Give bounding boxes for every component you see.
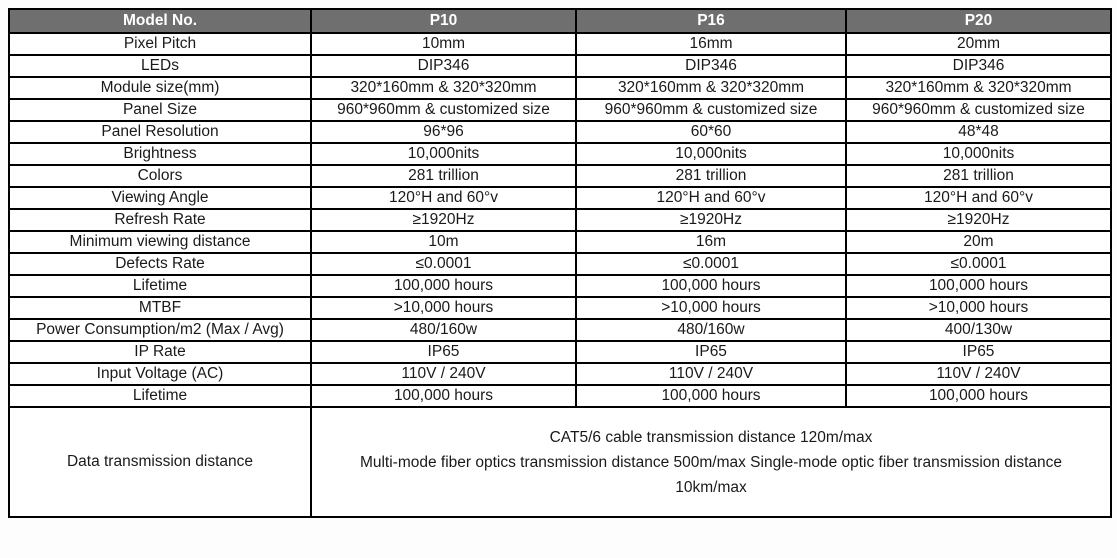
value-cell: 10,000nits	[311, 143, 576, 165]
row-label-cell: Brightness	[9, 143, 311, 165]
value-cell: 110V / 240V	[846, 363, 1111, 385]
value-cell: 281 trillion	[846, 165, 1111, 187]
spec-table-body	[9, 33, 1111, 407]
value-cell: ≥1920Hz	[311, 209, 576, 231]
value-cell: 320*160mm & 320*320mm	[311, 77, 576, 99]
value-cell: ≤0.0001	[576, 253, 846, 275]
value-cell: 60*60	[576, 121, 846, 143]
table-row-data-transmission	[9, 407, 1111, 517]
value-cell: 20mm	[846, 33, 1111, 55]
value-cell: IP65	[311, 341, 576, 363]
value-cell: 100,000 hours	[576, 275, 846, 297]
value-cell: 96*96	[311, 121, 576, 143]
value-cell: 120°H and 60°v	[576, 187, 846, 209]
table-row	[9, 319, 1111, 341]
value-cell: 16mm	[576, 33, 846, 55]
header-cell-p16: P16	[576, 9, 846, 33]
row-label-cell: Panel Size	[9, 99, 311, 121]
value-cell: IP65	[576, 341, 846, 363]
value-cell: 281 trillion	[576, 165, 846, 187]
value-cell: DIP346	[576, 55, 846, 77]
value-cell: 320*160mm & 320*320mm	[576, 77, 846, 99]
value-cell: DIP346	[846, 55, 1111, 77]
value-cell: 120°H and 60°v	[311, 187, 576, 209]
table-row	[9, 77, 1111, 99]
value-cell: 480/160w	[576, 319, 846, 341]
value-cell: 10mm	[311, 33, 576, 55]
value-cell: 400/130w	[846, 319, 1111, 341]
value-cell: 960*960mm & customized size	[846, 99, 1111, 121]
value-cell: 120°H and 60°v	[846, 187, 1111, 209]
value-cell: 100,000 hours	[846, 385, 1111, 407]
value-cell: DIP346	[311, 55, 576, 77]
table-row	[9, 121, 1111, 143]
value-cell: 20m	[846, 231, 1111, 253]
table-row	[9, 341, 1111, 363]
row-label-cell: Defects Rate	[9, 253, 311, 275]
value-cell: 281 trillion	[311, 165, 576, 187]
table-row	[9, 143, 1111, 165]
value-cell: 960*960mm & customized size	[576, 99, 846, 121]
spec-table-header	[9, 9, 1111, 33]
table-row	[9, 99, 1111, 121]
table-row	[9, 363, 1111, 385]
value-cell: >10,000 hours	[576, 297, 846, 319]
value-cell: IP65	[846, 341, 1111, 363]
table-row	[9, 187, 1111, 209]
spec-table	[8, 8, 1112, 518]
value-cell: 10,000nits	[846, 143, 1111, 165]
value-cell: 110V / 240V	[311, 363, 576, 385]
row-label-cell: Module size(mm)	[9, 77, 311, 99]
header-row	[9, 9, 1111, 33]
row-label-cell: Data transmission distance	[9, 407, 311, 517]
value-cell: 10,000nits	[576, 143, 846, 165]
value-cell: 100,000 hours	[576, 385, 846, 407]
table-row	[9, 165, 1111, 187]
value-cell: ≤0.0001	[311, 253, 576, 275]
row-label-cell: Colors	[9, 165, 311, 187]
value-cell: ≥1920Hz	[576, 209, 846, 231]
header-cell-p10: P10	[311, 9, 576, 33]
row-label-cell: MTBF	[9, 297, 311, 319]
row-label-cell: IP Rate	[9, 341, 311, 363]
header-cell-p20: P20	[846, 9, 1111, 33]
row-label-cell: Lifetime	[9, 275, 311, 297]
table-row	[9, 385, 1111, 407]
row-label-cell: LEDs	[9, 55, 311, 77]
value-cell: ≤0.0001	[846, 253, 1111, 275]
transmission-line-2: Multi-mode fiber optics transmission distance 500m/max Single-mode optic fiber transmission distance 10km/max	[359, 453, 1063, 496]
value-cell: 110V / 240V	[576, 363, 846, 385]
table-row	[9, 253, 1111, 275]
value-cell: 100,000 hours	[311, 385, 576, 407]
value-cell: 100,000 hours	[311, 275, 576, 297]
value-cell: 100,000 hours	[846, 275, 1111, 297]
table-row	[9, 297, 1111, 319]
value-cell: >10,000 hours	[846, 297, 1111, 319]
row-label-cell: Input Voltage (AC)	[9, 363, 311, 385]
value-cell: ≥1920Hz	[846, 209, 1111, 231]
value-cell: >10,000 hours	[311, 297, 576, 319]
row-label-cell: Power Consumption/m2 (Max / Avg)	[9, 319, 311, 341]
row-label-cell: Viewing Angle	[9, 187, 311, 209]
table-row	[9, 231, 1111, 253]
merged-value-cell	[311, 407, 1111, 517]
row-label-cell: Lifetime	[9, 385, 311, 407]
row-label-cell: Refresh Rate	[9, 209, 311, 231]
value-cell: 48*48	[846, 121, 1111, 143]
row-label-cell: Minimum viewing distance	[9, 231, 311, 253]
value-cell: 480/160w	[311, 319, 576, 341]
table-row	[9, 209, 1111, 231]
value-cell: 960*960mm & customized size	[311, 99, 576, 121]
transmission-line-1: CAT5/6 cable transmission distance 120m/max	[549, 428, 873, 446]
row-label-cell: Panel Resolution	[9, 121, 311, 143]
row-label-cell: Pixel Pitch	[9, 33, 311, 55]
header-cell-model-no: Model No.	[9, 9, 311, 33]
value-cell: 10m	[311, 231, 576, 253]
spec-table-merged-section	[9, 407, 1111, 517]
value-cell: 320*160mm & 320*320mm	[846, 77, 1111, 99]
table-row	[9, 33, 1111, 55]
table-row	[9, 55, 1111, 77]
value-cell: 16m	[576, 231, 846, 253]
table-row	[9, 275, 1111, 297]
